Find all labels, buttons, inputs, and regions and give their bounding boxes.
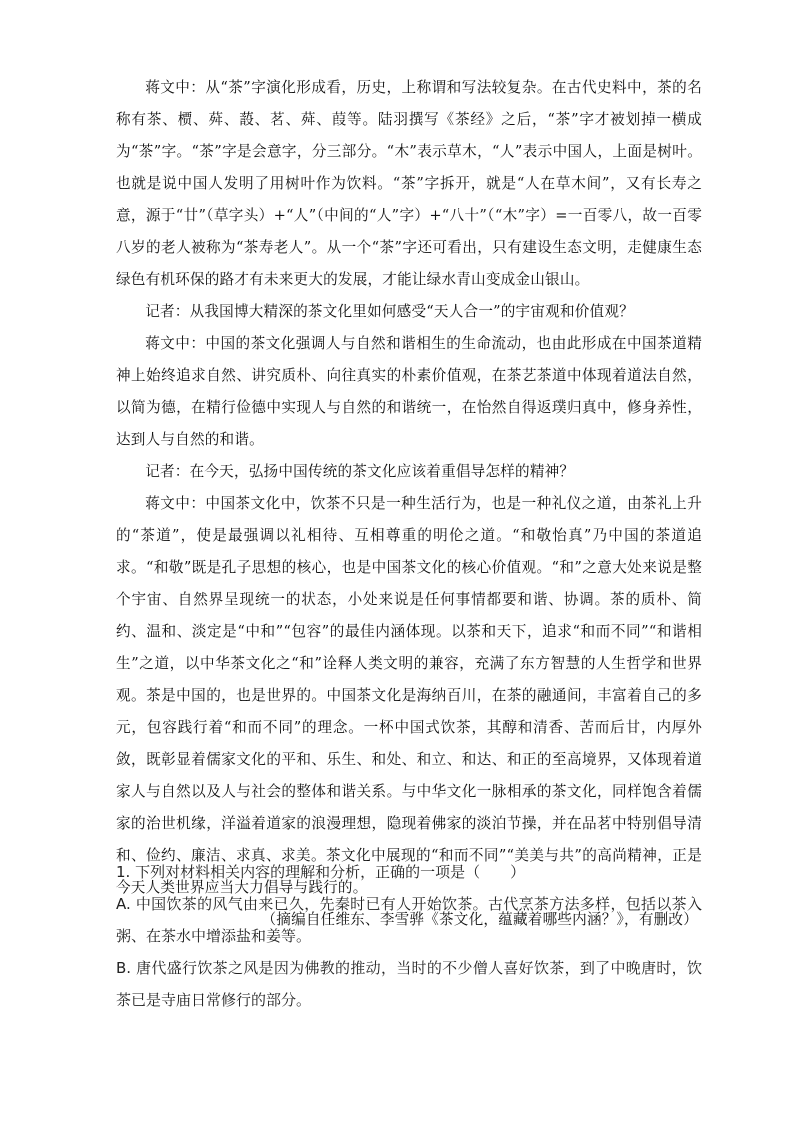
article-paragraph: 蒋文中：中国茶文化中，饮茶不只是一种生活行为，也是一种礼仪之道，由茶礼上升的“茶道”，使是最强调以礼相待、互相尊重的明伦之道。“和敬怡真”乃中国的茶道追求。“和敬”既是孔子思想的核心，也是中国茶文化的核心价值观。“和”之意大处来说是整个宇宙、自然界呈现统一的状态，小处来说是任何事情都要和谐、协调。茶的质朴、简约、温和、淡定是“中和”“包容”的最佳内涵体现。以茶和天下，追求“和而不同”“和谐相生”之道，以中华茶文化之“和”诠释人类文明的兼容，充满了东方智慧的人生哲学和世界观。茶是中国的，也是世界的。中国茶文化是海纳百川，在茶的融通间，丰富着自己的多元，包容践行着“和而不同”的理念。一杯中国式饮茶，其醇和清香、苦而后甘，内厚外敛，既彰显着儒家文化的平和、乐生、和处、和立、和达、和正的至高境界，又体现着道家人与自然以及人与社会的整体和谐关系。与中华文化一脉相承的茶文化，同样饱含着儒家的治世机缘，洋溢着道家的浪漫理想，隐现着佛家的淡泊节操，并在品茗中特别倡导清和、俭约、廉洁、求真、求美。茶文化中展现的“和而不同”“美美与共”的高尚精神，正是今天人类世界应当大力倡导与践行的。 [116,495,702,896]
article-source: （摘编自任维东、李雪骅《茶文化，蕴藏着哪些内涵？》，有删改） [261,911,698,928]
question-option-b: B. 唐代盛行饮茶之风是因为佛教的推动，当时的不少僧人喜好饮茶，到了中晚唐时，饮茶已是寺庙日常修行的部分。 [116,959,702,1009]
article-body [116,72,702,936]
article-paragraph: 记者：从我国博大精深的茶文化里如何感受“天人合一”的宇宙观和价值观？ [145,303,634,320]
question-option-a: A. 中国饮茶的风气由来已久，先秦时已有人开始饮茶。古代烹茶方法多样，包括以茶入粥、在茶水中增添盐和姜等。 [116,895,702,945]
question-stem: 1. 下列对材料相关内容的理解和分析，正确的一项是（ ） [116,863,526,881]
article-paragraph: 记者：在今天，弘扬中国传统的茶文化应该着重倡导怎样的精神？ [145,463,575,480]
article-paragraph: 蒋文中：中国的茶文化强调人与自然和谐相生的生命流动，也由此形成在中国茶道精神上始终追求自然、讲究质朴、向往真实的朴素价值观，在茶艺茶道中体现着道法自然，以简为德，在精行俭德中实现人与自然的和谐统一，在怡然自得返璞归真中，修身养性，达到人与自然的和谐。 [116,335,702,448]
question-block [116,856,702,1016]
article-paragraph: 蒋文中：从“茶”字演化形成看，历史，上称谓和写法较复杂。在古代史料中，茶的名称有茶、槚、荈、蔎、茗、荈、葭等。陆羽撰写《茶经》之后，“茶”字才被划掉一横成为“茶”字。“茶”字是会意字，分三部分。“木”表示草木，“人”表示中国人，上面是树叶。也就是说中国人发明了用树叶作为饮料。“茶”字拆开，就是“人在草木间”，又有长寿之意，源于“廿”（草字头）+“人”（中间的“人”字）+“八十”（“木”字）=一百零八，故一百零八岁的老人被称为“茶寿老人”。从一个“茶”字还可看出，只有建设生态文明，走健康生态绿色有机环保的路才有未来更大的发展，才能让绿水青山变成金山银山。 [116,79,702,288]
